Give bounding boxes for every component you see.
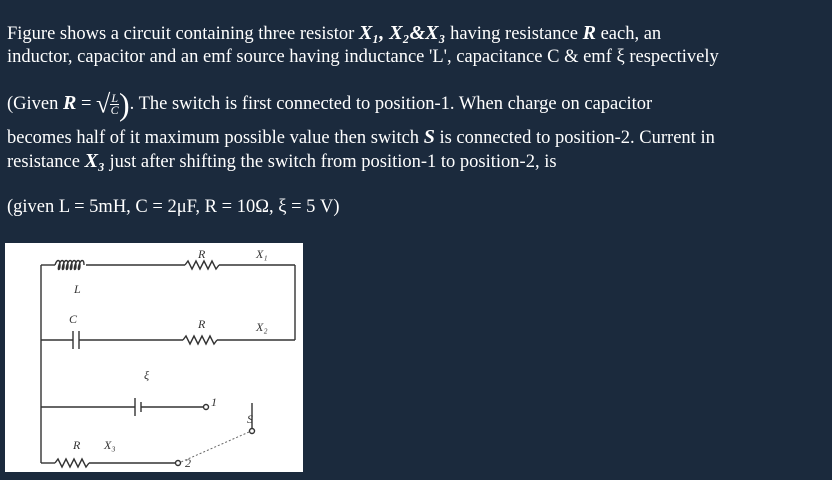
question-line-4 <box>7 126 715 149</box>
text: inductor, capacitor and an emf source having inductance 'L', capacitance C & emf ξ respectively <box>7 47 719 67</box>
switch-pivot <box>250 429 255 434</box>
resistor-r1-icon <box>185 261 219 269</box>
x2-label: X₂ <box>256 320 268 334</box>
question-line-6 <box>7 197 340 218</box>
switch-symbol: S <box>423 126 435 148</box>
r2-label: R <box>198 317 206 331</box>
given-values: (given L = 5mH, C = 2μF, R = 10Ω, ξ = 5 V) <box>7 197 340 217</box>
equals-sign: = <box>76 93 97 114</box>
question-line-1 <box>7 22 661 45</box>
denominator: C <box>110 103 119 117</box>
x3-label: X₃ <box>104 438 116 452</box>
r3-label: R <box>73 438 81 452</box>
text: just after shifting the switch from position-1 to position-2, is <box>104 152 557 172</box>
resistor-r2-icon <box>183 336 217 344</box>
numerator: L <box>111 91 118 105</box>
resistor-r3-icon <box>55 459 89 467</box>
question-line-5 <box>7 150 557 173</box>
r1-label: R <box>198 247 206 261</box>
inductor-label: L <box>74 282 81 296</box>
text: is connected to position-2. Current in <box>434 128 715 148</box>
fraction-l-over-c <box>110 93 119 116</box>
text: each, an <box>595 24 662 44</box>
resistor-vars: X₁, X₂&X₃ <box>358 22 446 44</box>
x1-label: X₁ <box>256 247 268 261</box>
switch-arm <box>181 432 249 462</box>
circuit-diagram <box>5 243 303 472</box>
text: Figure shows a circuit containing three resistor <box>7 24 359 44</box>
text: resistance <box>7 152 85 172</box>
close-paren-icon: ) <box>119 86 130 122</box>
question-line-3 <box>7 86 652 123</box>
switch-position-2 <box>176 461 181 466</box>
sqrt-icon: √ <box>96 89 111 119</box>
resistance-symbol: R <box>582 22 596 44</box>
switch-label: S <box>247 412 253 426</box>
resistor-x3-symbol: X₃ <box>84 150 105 172</box>
inductor-icon <box>55 261 84 270</box>
switch-position-1 <box>204 405 209 410</box>
emf-label: ξ <box>144 368 150 382</box>
pos2-label: 2 <box>185 456 191 470</box>
pos1-label: 1 <box>211 395 217 409</box>
circuit-figure <box>5 243 303 472</box>
capacitor-label: C <box>69 312 78 326</box>
text: . The switch is first connected to position-1. When charge on capacitor <box>129 93 653 114</box>
resistance-symbol: R <box>63 91 77 114</box>
text: becomes half of it maximum possible value then switch <box>7 128 424 148</box>
text: having resistance <box>445 24 583 44</box>
text: (Given <box>7 93 63 114</box>
question-line-2 <box>7 47 719 68</box>
